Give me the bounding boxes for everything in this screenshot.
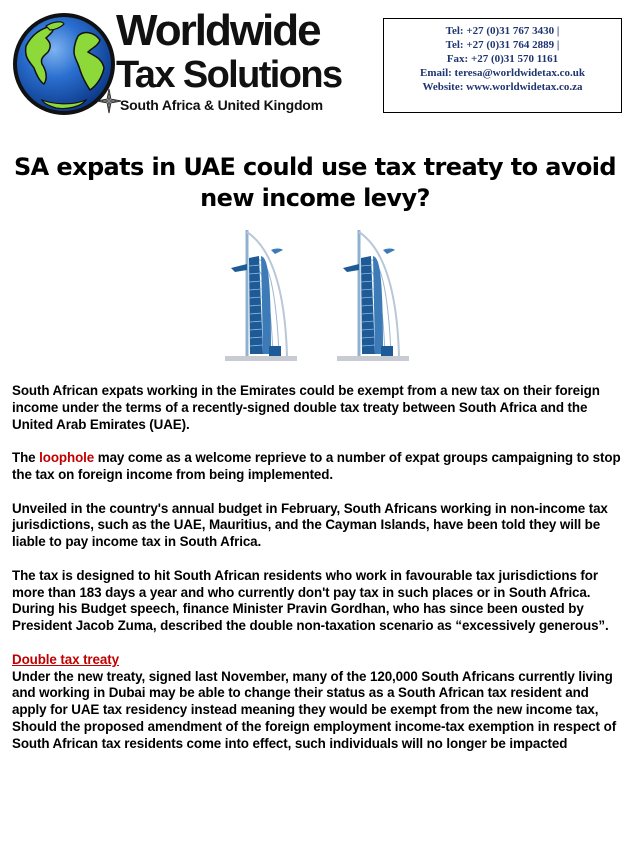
contact-website[interactable]: Website: www.worldwidetax.co.za xyxy=(422,81,583,93)
logo-wordmark xyxy=(116,8,372,114)
company-logo xyxy=(12,8,372,120)
paragraph-budget: Unveiled in the country's annual budget in February, South Africans working in non-income tax jurisdictions, such as the UAE, Mauritius, and the Cayman Islands, have been told they will be liable to pay income tax in South Africa. xyxy=(12,500,608,550)
paragraph-loophole-start: The xyxy=(12,450,40,466)
article-body xyxy=(12,383,622,753)
subheading-double-tax-treaty[interactable]: Double tax treaty xyxy=(12,651,119,667)
contact-box xyxy=(383,18,622,113)
paragraph-loophole-end: may come as a welcome reprieve to a number of expat groups campaigning to stop the tax on foreign income from being implemented. xyxy=(12,450,621,482)
paragraph-tax-design: The tax is designed to hit South African residents who work in favourable tax jurisdictions for more than 183 days a year and who currently don't pay tax in such places or in South Africa. xyxy=(12,567,598,600)
burj-al-arab-icon xyxy=(225,228,415,368)
page-title-line-2: new income levy? xyxy=(200,184,430,212)
page-title-line-1: SA expats in UAE could use tax treaty to avoid xyxy=(14,153,616,181)
page-title xyxy=(0,152,630,214)
paragraph-new-treaty: Under the new treaty, signed last November, many of the 120,000 South Africans currently living and working in Dubai may be able to change their status as a South African tax resident and apply for UAE tax residency instead meaning they would be exempt from the new income tax, xyxy=(12,668,613,718)
paragraph-intro: South African expats working in the Emirates could be exempt from a new tax on their foreign income under the terms of a recently-signed double tax treaty between South Africa and the United Arab Emirates (UAE). xyxy=(12,383,600,432)
loophole-link[interactable]: loophole xyxy=(39,450,95,466)
paragraph-budget-speech: During his Budget speech, finance Minister Pravin Gordhan, who has since been ousted by President Jacob Zuma, described the double non-taxation scenario as “excessively generous”. xyxy=(12,601,609,634)
contact-tel-1: Tel: +27 (0)31 767 3430 | xyxy=(445,25,560,37)
contact-tel-2: Tel: +27 (0)31 764 2889 | xyxy=(445,39,560,51)
logo-tagline: South Africa & United Kingdom xyxy=(120,97,323,113)
logo-wordmark-line1: Worldwide xyxy=(116,6,320,55)
logo-wordmark-line2: Tax Solutions xyxy=(116,54,342,96)
paragraph-amendment: Should the proposed amendment of the foreign employment income-tax exemption in respect of South African tax residents come into effect, such individuals will no longer be impacted xyxy=(12,718,617,751)
paragraph-loophole xyxy=(12,450,622,484)
contact-email[interactable]: Email: teresa@worldwidetax.co.uk xyxy=(420,67,585,79)
contact-fax: Fax: +27 (0)31 570 1161 xyxy=(446,53,559,65)
